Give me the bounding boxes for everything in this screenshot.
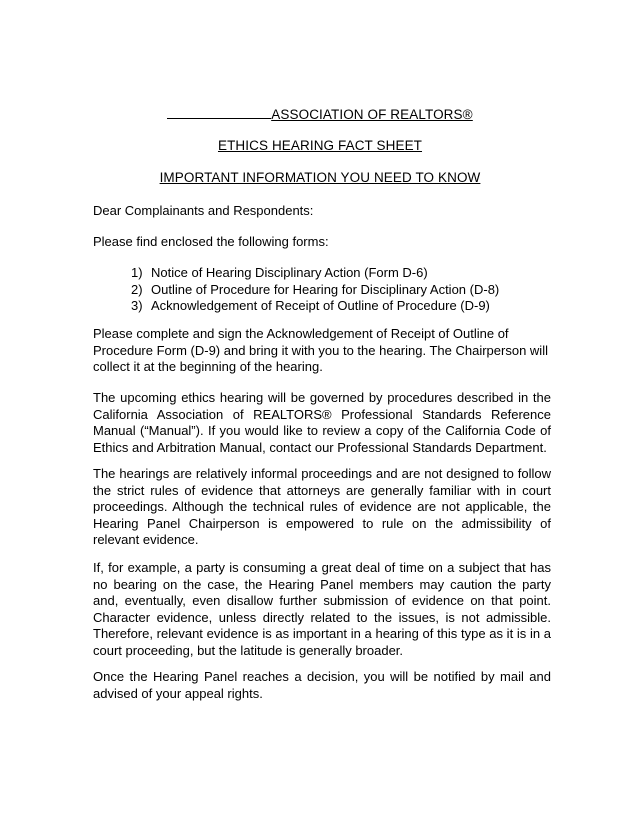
list-item-number: 3): [131, 298, 143, 313]
association-heading: [0, 107, 640, 122]
paragraph-evidence-example: If, for example, a party is consuming a great deal of time on a subject that has no bearing on the case, the Hearing Panel members may caution the party and, eventually, even disallow further submission of evidence on that point. Character evidence, unless directly related to the issues, is not admissible. Therefore, relevant evidence is as important in a hearing of this type as it is in a court proceeding, but the latitude is generally broader.: [93, 560, 551, 658]
list-item-label: Outline of Procedure for Hearing for Disciplinary Action (D-8): [151, 281, 500, 297]
list-item: [131, 265, 551, 282]
paragraph-decision-notice: Once the Hearing Panel reaches a decision, you will be notified by mail and advised of your appeal rights.: [93, 669, 551, 701]
greeting: Dear Complainants and Respondents:: [93, 203, 314, 218]
paragraph-governed-procedures: The upcoming ethics hearing will be governed by procedures described in the California Association of REALTORS® Professional Standards Reference Manual (“Manual”). If you would like to review a copy of the California Code of Ethics and Arbitration Manual, contact our Professional Standards Department.: [93, 390, 551, 455]
association-title: ASSOCIATION OF REALTORS®: [271, 107, 473, 122]
enclosed-intro: Please find enclosed the following forms:: [93, 234, 329, 249]
list-item-label: Acknowledgement of Receipt of Outline of Procedure (D-9): [151, 298, 490, 313]
list-item: [131, 282, 551, 299]
paragraph-informal-proceedings: The hearings are relatively informal proceedings and are not designed to follow the strict rules of evidence that attorneys are generally familiar with in court proceedings. Although the technical rules of evidence are not applicable, the Hearing Panel Chairperson is empowered to rule on the admissibility of relevant evidence.: [93, 466, 551, 547]
forms-list: [131, 265, 551, 315]
list-item: [131, 298, 551, 315]
association-name-blank-line: [167, 107, 271, 119]
list-item-number: 1): [131, 265, 143, 280]
paragraph-complete-form: Please complete and sign the Acknowledgement of Receipt of Outline of Procedure Form (D-9) and bring it with you to the hearing. The Chairperson will collect it at the beginning of the hearing.: [93, 326, 548, 374]
list-item-number: 2): [131, 281, 143, 297]
list-item-label: Notice of Hearing Disciplinary Action (Form D-6): [151, 265, 428, 280]
sheet-title: ETHICS HEARING FACT SHEET: [217, 138, 423, 153]
subtitle: IMPORTANT INFORMATION YOU NEED TO KNOW: [159, 170, 481, 185]
